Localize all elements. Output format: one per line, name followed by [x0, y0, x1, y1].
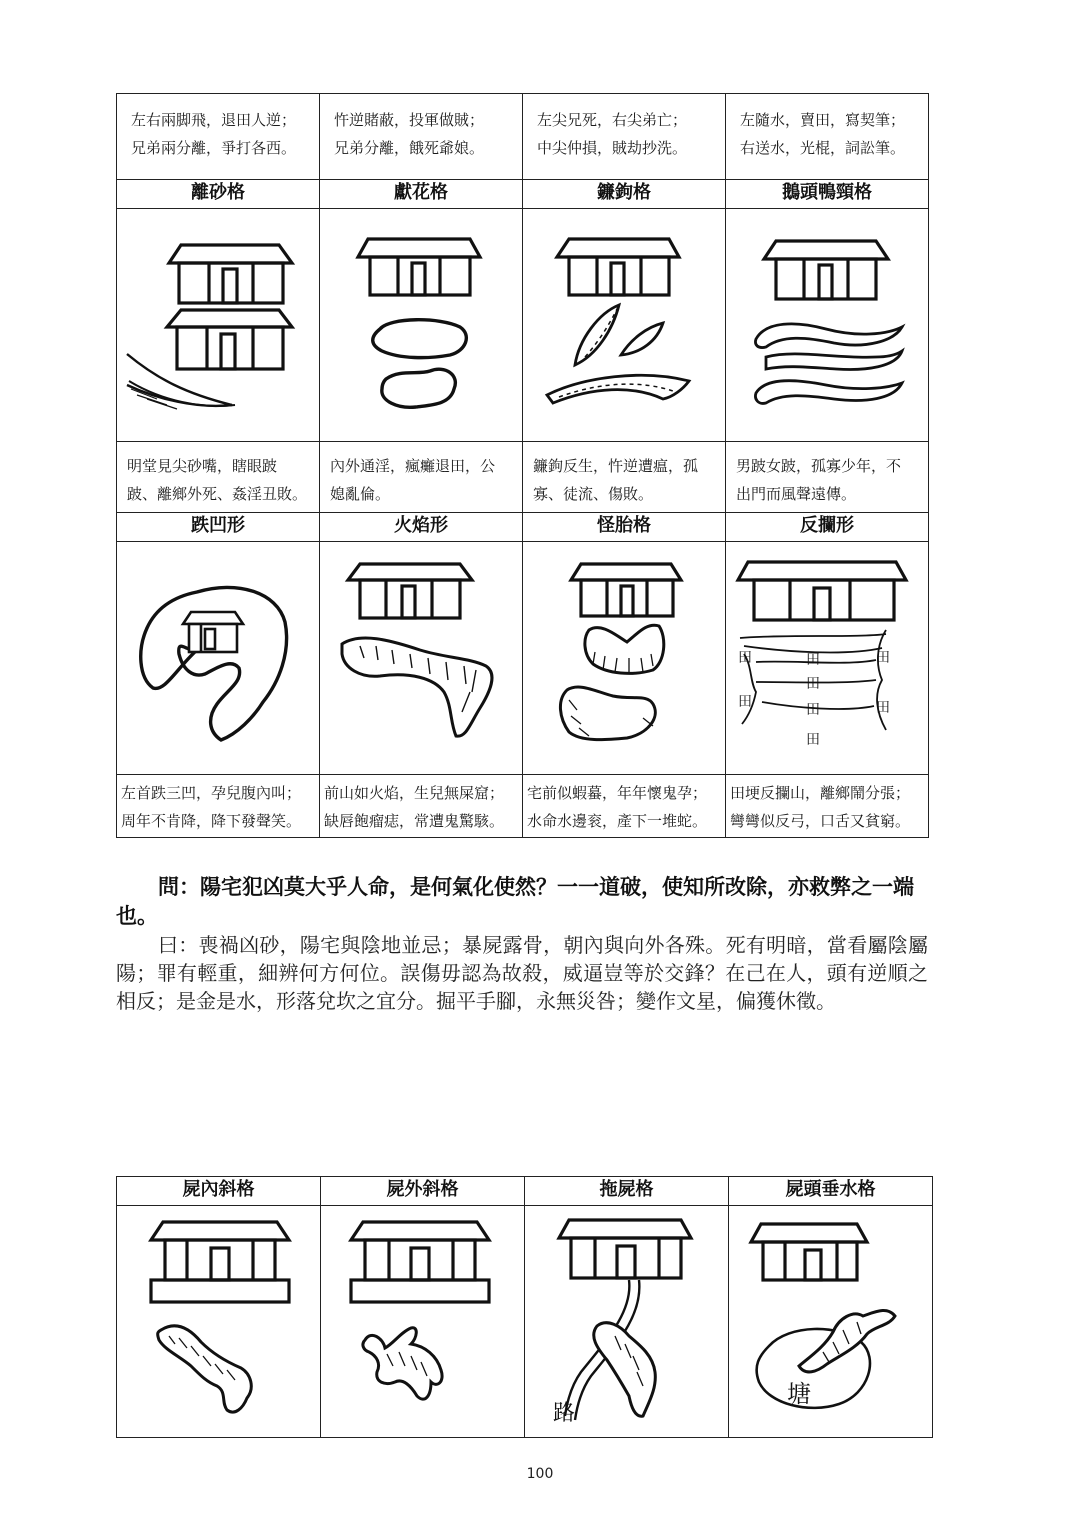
- feng-shui-table-1: [116, 93, 929, 838]
- text-cell: [523, 442, 726, 513]
- shi-nei-xie-diagram: [117, 1206, 321, 1436]
- text-cell: [523, 94, 726, 180]
- verse-line: 跛、離鄉外死、姦淫丑敗。: [127, 485, 308, 503]
- diagram-cell: [726, 542, 929, 775]
- verse-line: 寡、徒流、傷敗。: [533, 485, 654, 503]
- li-sha-diagram: [117, 209, 320, 441]
- answer-paragraph: [116, 931, 928, 1015]
- verse-line: 男跛女跛，孤寡少年，不: [736, 457, 902, 475]
- pattern-name: 拖屍格: [525, 1177, 729, 1206]
- verse-line: 媳亂倫。: [330, 485, 391, 503]
- verse-line: 兄弟分離，餓死爺娘。: [334, 139, 485, 157]
- table-row: [117, 1206, 933, 1438]
- pattern-name: 屍外斜格: [321, 1177, 525, 1206]
- feng-shui-table-2: [116, 1176, 933, 1438]
- text-cell: [117, 442, 320, 513]
- field-label: 田: [806, 732, 820, 748]
- diagram-cell: [117, 209, 320, 442]
- field-label: 田: [738, 694, 752, 710]
- huo-yan-diagram: [320, 542, 523, 774]
- shi-tou-chui-shui-diagram: [729, 1206, 933, 1436]
- diagram-cell: [320, 542, 523, 775]
- verse-line: 彎彎似反弓，口舌又貧窮。: [730, 812, 911, 830]
- e-tou-ya-jing-diagram: [726, 209, 929, 441]
- diagram-cell: [117, 542, 320, 775]
- diagram-cell: [726, 209, 929, 442]
- verse-line: 中尖仲損，賊劫抄洗。: [537, 139, 688, 157]
- verse-line: 缺唇飽瘤痣，常遭鬼驚駭。: [324, 812, 505, 830]
- field-label: 田: [876, 650, 890, 666]
- verse-line: 水命水邊衮，產下一堆蛇。: [527, 812, 708, 830]
- answer-text: 曰：喪禍凶砂，陽宅與陰地並忌；暴屍露骨，朝內與向外各殊。死有明暗，當看屬陰屬陽；罪有輕重，細辨何方何位。誤傷毋認為故殺，威逼豈等於交鋒？在己在人，頭有逆順之相反；是金是水，形落兌坎之宜分。掘平手腳，永無災咎；變作文星，偏獲休徵。: [116, 933, 928, 1013]
- field-label: 田: [806, 676, 820, 692]
- table-row: [117, 542, 929, 775]
- pattern-name: 跌凹形: [117, 513, 320, 542]
- field-label: 田: [806, 702, 820, 718]
- verse-line: 左右兩脚飛，退田人逆；: [131, 111, 297, 129]
- verse-line: 出門而風聲遠傳。: [736, 485, 857, 503]
- verse-line: 右送水，光棍，詞訟筆。: [740, 139, 906, 157]
- verse-line: 忤逆賭蔽，投軍做賊；: [334, 111, 485, 129]
- verse-line: 宅前似蝦蟇，年年懷鬼孕；: [527, 784, 708, 802]
- diagram-cell: [320, 209, 523, 442]
- diagram-cell: [321, 1206, 525, 1438]
- text-cell: [726, 775, 929, 838]
- table-row: [117, 180, 929, 209]
- verse-line: 左尖兄死，右尖弟亡；: [537, 111, 688, 129]
- question-text: 問：陽宅犯凶莫大乎人命，是何氣化使然？一一道破，使知所改除，亦救弊之一端也。: [116, 875, 914, 928]
- pattern-name: 鐮鉤格: [523, 180, 726, 209]
- table-row: [117, 442, 929, 513]
- table-row: [117, 513, 929, 542]
- text-cell: [320, 442, 523, 513]
- page-number: 100: [526, 1466, 554, 1482]
- verse-line: 內外通淫，瘋癱退田，公: [330, 457, 496, 475]
- pond-label: 塘: [787, 1380, 811, 1408]
- text-cell: [117, 94, 320, 180]
- field-label: 田: [806, 652, 820, 668]
- table-row: [117, 94, 929, 180]
- question-paragraph: [116, 873, 928, 931]
- pattern-name: 獻花格: [320, 180, 523, 209]
- verse-line: 兄弟兩分離，爭打各西。: [131, 139, 297, 157]
- pattern-name: 怪胎格: [523, 513, 726, 542]
- diagram-cell: [523, 209, 726, 442]
- text-cell: [117, 775, 320, 838]
- text-cell: [523, 775, 726, 838]
- guai-tai-diagram: [523, 542, 726, 774]
- verse-line: 明堂見尖砂嘴，瞎眼跛: [127, 457, 278, 475]
- pattern-name: 離砂格: [117, 180, 320, 209]
- pattern-name: 屍內斜格: [117, 1177, 321, 1206]
- road-label: 路: [553, 1401, 576, 1426]
- diagram-cell: [525, 1206, 729, 1438]
- text-cell: [320, 94, 523, 180]
- field-label: 田: [876, 700, 890, 716]
- verse-line: 左隨水，賣田，寫契筆；: [740, 111, 906, 129]
- table-row: [117, 209, 929, 442]
- pattern-name: 屍頭垂水格: [729, 1177, 933, 1206]
- table-row: [117, 775, 929, 838]
- verse-line: 前山如火焰，生兒無屎窟；: [324, 784, 505, 802]
- text-cell: [726, 442, 929, 513]
- fan-lan-diagram: [726, 542, 929, 774]
- diagram-cell: [523, 542, 726, 775]
- pattern-name: 反攔形: [726, 513, 929, 542]
- tuo-shi-diagram: [525, 1206, 729, 1436]
- die-ao-diagram: [117, 542, 320, 774]
- text-cell: [726, 94, 929, 180]
- pattern-name: 鵝頭鴨頸格: [726, 180, 929, 209]
- diagram-cell: [729, 1206, 933, 1438]
- verse-line: 周年不肯降，降下發聲笑。: [121, 812, 302, 830]
- xian-hua-diagram: [320, 209, 523, 441]
- pattern-name: 火焰形: [320, 513, 523, 542]
- lian-gou-diagram: [523, 209, 726, 441]
- verse-line: 左首跌三凹，孕兒腹內叫；: [121, 784, 302, 802]
- shi-wai-xie-diagram: [321, 1206, 525, 1436]
- verse-line: 鐮鉤反生，忤逆遭瘟，孤: [533, 457, 699, 475]
- table-row: [117, 1177, 933, 1206]
- verse-line: 田埂反攔山，離鄉鬧分張；: [730, 784, 911, 802]
- diagram-cell: [117, 1206, 321, 1438]
- field-label: 田: [738, 650, 752, 666]
- text-cell: [320, 775, 523, 838]
